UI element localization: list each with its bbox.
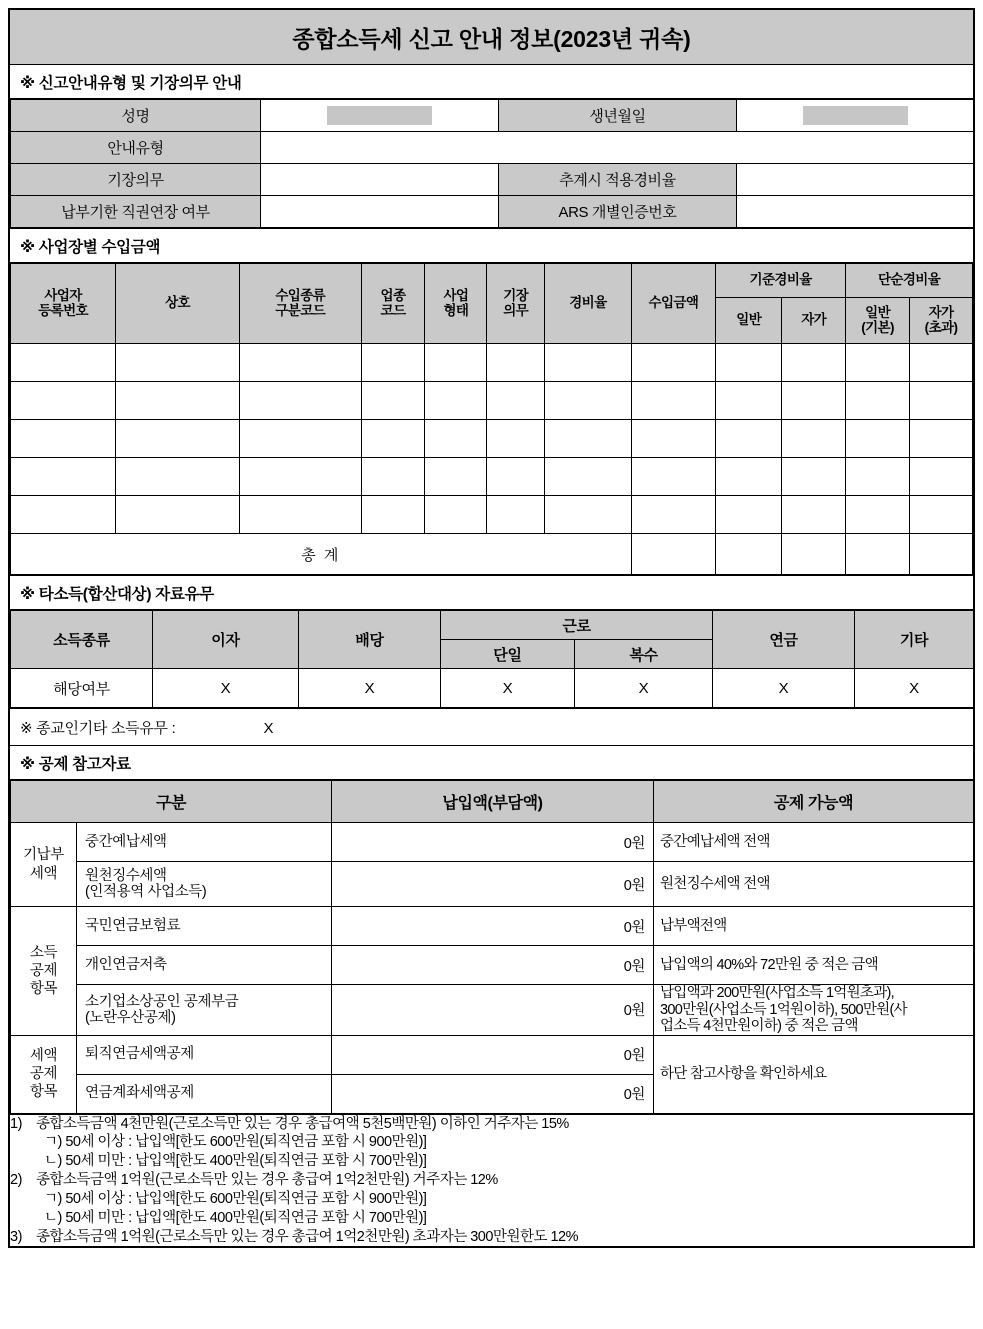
total-revenue-amount bbox=[631, 534, 716, 575]
total-simple-self bbox=[910, 534, 973, 575]
cell-std-self bbox=[782, 458, 846, 496]
footnote-item bbox=[10, 1115, 973, 1134]
col-division: 구분 bbox=[11, 781, 332, 823]
section-deduction-table-wrap bbox=[9, 780, 974, 1115]
birthdate-value bbox=[737, 100, 974, 132]
footnote-text: 종합소득금액 1억원(근로소득만 있는 경우 총급여 1억2천만원) 거주자는 12% bbox=[36, 1172, 498, 1189]
cell-trade-name bbox=[116, 382, 240, 420]
amount-retirement-pension-credit: 0원 bbox=[332, 1035, 654, 1074]
religion-income-value: X bbox=[263, 719, 274, 737]
col-labor-single: 단일 bbox=[441, 640, 575, 669]
cell-income-type-code bbox=[239, 344, 361, 382]
document-title: 종합소득세 신고 안내 정보(2023년 귀속) bbox=[9, 9, 974, 65]
note-national-pension: 납부액전액 bbox=[654, 907, 974, 946]
name-label: 성명 bbox=[11, 100, 261, 132]
col-biz-reg-no-line1: 사업자 bbox=[44, 287, 82, 303]
item-small-biz-mutual-aid-line1: 소기업소상공인 공제부금 bbox=[85, 993, 239, 1010]
cell-revenue-amount bbox=[631, 344, 716, 382]
section-guide-caption: ※ 신고안내유형 및 기장의무 안내 bbox=[9, 65, 974, 99]
group-tax-credit bbox=[11, 1035, 77, 1113]
cell-std-general bbox=[716, 458, 782, 496]
note-small-biz-line1: 납입액과 200만원(사업소득 1억원초과), bbox=[660, 985, 894, 1001]
total-std-general bbox=[716, 534, 782, 575]
value-interest: X bbox=[153, 669, 299, 708]
cell-income-type-code bbox=[239, 496, 361, 534]
cell-industry-code bbox=[361, 382, 425, 420]
footnote-number: 1) bbox=[10, 1115, 22, 1132]
col-biz-reg-no-line2: 등록번호 bbox=[38, 302, 88, 318]
bookkeeping-duty-label: 기장의무 bbox=[11, 164, 261, 196]
value-pension: X bbox=[713, 669, 855, 708]
col-etc: 기타 bbox=[855, 611, 974, 669]
section-business-caption: ※ 사업장별 수입금액 bbox=[9, 229, 974, 263]
total-std-self bbox=[782, 534, 846, 575]
col-simple-general-line2: (기본) bbox=[861, 319, 894, 335]
cell-simple-self bbox=[910, 344, 973, 382]
item-withholding-tax-line2: (인적용역 사업소득) bbox=[85, 884, 207, 900]
row-label-applicable: 해당여부 bbox=[11, 669, 153, 708]
item-retirement-pension-credit bbox=[77, 1035, 332, 1074]
group-prepaid-tax bbox=[11, 823, 77, 907]
cell-revenue-amount bbox=[631, 420, 716, 458]
deduction-reference-table bbox=[10, 780, 974, 1114]
note-interim-prepaid-tax: 중간예납세액 전액 bbox=[654, 823, 974, 862]
item-pension-account-credit-line1: 연금계좌세액공제 bbox=[85, 1085, 194, 1102]
footnote-subitem: ㄱ) 50세 이상 : 납입액[한도 600만원(퇴직연금 포함 시 900만원)] bbox=[44, 1134, 427, 1151]
amount-withholding-tax: 0원 bbox=[332, 862, 654, 907]
cell-income-type-code bbox=[239, 420, 361, 458]
group-prepaid-tax-line1: 기납부 bbox=[23, 847, 64, 864]
cell-trade-name bbox=[116, 458, 240, 496]
footnote-item bbox=[10, 1171, 973, 1190]
item-national-pension bbox=[77, 907, 332, 946]
cell-trade-name bbox=[116, 496, 240, 534]
total-label: 총 계 bbox=[11, 534, 632, 575]
religion-income-row bbox=[9, 709, 974, 746]
cell-simple-self bbox=[910, 458, 973, 496]
amount-national-pension: 0원 bbox=[332, 907, 654, 946]
item-pension-account-credit bbox=[77, 1074, 332, 1113]
item-withholding-tax-line1: 원천징수세액 bbox=[85, 867, 167, 884]
cell-simple-self bbox=[910, 382, 973, 420]
group-income-deduction bbox=[11, 907, 77, 1036]
cell-std-general bbox=[716, 496, 782, 534]
col-standard-expense-rate: 기준경비율 bbox=[716, 264, 846, 298]
col-income-type-code bbox=[239, 264, 361, 344]
cell-expense-rate bbox=[545, 458, 632, 496]
table-row bbox=[11, 862, 974, 907]
col-simple-self-line1: 자가 bbox=[928, 304, 954, 320]
table-row bbox=[11, 196, 974, 228]
cell-revenue-amount bbox=[631, 382, 716, 420]
group-tax-credit-line3: 항목 bbox=[29, 1084, 58, 1101]
table-row bbox=[11, 100, 974, 132]
footnote-subitem: ㄴ) 50세 미만 : 납입액[한도 400만원(퇴직연금 포함 시 700만원)] bbox=[44, 1153, 427, 1170]
col-revenue-amount: 수입금액 bbox=[631, 264, 716, 344]
cell-std-general bbox=[716, 420, 782, 458]
group-prepaid-tax-line2: 세액 bbox=[29, 865, 58, 882]
note-tax-credit-shared: 하단 참고사항을 확인하세요 bbox=[654, 1035, 974, 1113]
item-personal-pension-savings bbox=[77, 946, 332, 985]
group-tax-credit-line1: 세액 bbox=[29, 1047, 58, 1064]
cell-biz-form bbox=[425, 496, 487, 534]
table-row bbox=[11, 1035, 974, 1074]
footnote-number: 3) bbox=[10, 1228, 22, 1245]
col-industry-code-line2: 코드 bbox=[380, 302, 406, 318]
cell-expense-rate bbox=[545, 382, 632, 420]
cell-simple-general bbox=[846, 496, 910, 534]
col-biz-form-line1: 사업 bbox=[443, 287, 469, 303]
col-pension: 연금 bbox=[713, 611, 855, 669]
value-labor-single: X bbox=[441, 669, 575, 708]
table-total-row bbox=[11, 534, 973, 575]
footnote-item bbox=[10, 1228, 973, 1247]
redacted-name-box bbox=[327, 106, 432, 125]
section-business-table-wrap bbox=[9, 263, 974, 576]
item-small-biz-mutual-aid-line2: (노란우산공제) bbox=[85, 1009, 176, 1026]
cell-income-type-code bbox=[239, 458, 361, 496]
cell-std-self bbox=[782, 496, 846, 534]
col-trade-name: 상호 bbox=[116, 264, 240, 344]
cell-biz-form bbox=[425, 420, 487, 458]
cell-std-self bbox=[782, 382, 846, 420]
cell-expense-rate bbox=[545, 420, 632, 458]
col-interest: 이자 bbox=[153, 611, 299, 669]
section-other-income-table-wrap bbox=[9, 610, 974, 709]
section-other-income-caption: ※ 타소득(합산대상) 자료유무 bbox=[9, 576, 974, 610]
col-expense-rate: 경비율 bbox=[545, 264, 632, 344]
cell-simple-general bbox=[846, 382, 910, 420]
value-labor-multiple: X bbox=[575, 669, 713, 708]
cell-std-self bbox=[782, 344, 846, 382]
table-row bbox=[11, 907, 974, 946]
payment-extension-label: 납부기한 직권연장 여부 bbox=[11, 196, 261, 228]
col-simple-general bbox=[846, 298, 910, 344]
col-income-type-code-line2: 구분코드 bbox=[275, 302, 326, 318]
cell-biz-form bbox=[425, 344, 487, 382]
col-bookkeeping-duty-line1: 기장 bbox=[503, 287, 529, 303]
cell-biz-reg-no bbox=[11, 496, 116, 534]
note-withholding-tax: 원천징수세액 전액 bbox=[654, 862, 974, 907]
cell-revenue-amount bbox=[631, 496, 716, 534]
cell-simple-general bbox=[846, 420, 910, 458]
footnotes-block bbox=[9, 1114, 974, 1247]
total-simple-general bbox=[846, 534, 910, 575]
section-deduction-caption: ※ 공제 참고자료 bbox=[9, 746, 974, 780]
business-revenue-table bbox=[10, 263, 973, 575]
footnote-subitem: ㄱ) 50세 이상 : 납입액[한도 600만원(퇴직연금 포함 시 900만원)] bbox=[44, 1190, 427, 1207]
footnote-text: 종합소득금액 1억원(근로소득만 있는 경우 총급여 1억2천만원) 초과자는 300만원한도 12% bbox=[36, 1228, 579, 1245]
cell-biz-reg-no bbox=[11, 458, 116, 496]
col-simple-self bbox=[910, 298, 973, 344]
cell-industry-code bbox=[361, 344, 425, 382]
col-biz-reg-no bbox=[11, 264, 116, 344]
col-dividend: 배당 bbox=[299, 611, 441, 669]
col-simple-self-line2: (초과) bbox=[924, 319, 958, 335]
cell-bookkeeping bbox=[487, 344, 545, 382]
col-income-kind: 소득종류 bbox=[11, 611, 153, 669]
item-personal-pension-savings-line1: 개인연금저축 bbox=[85, 956, 167, 973]
table-row bbox=[11, 496, 973, 534]
cell-income-type-code bbox=[239, 382, 361, 420]
guide-info-table bbox=[10, 99, 974, 228]
col-std-self: 자가 bbox=[782, 298, 846, 344]
cell-simple-self bbox=[910, 420, 973, 458]
redacted-birthdate-box bbox=[803, 106, 908, 125]
col-simple-expense-rate: 단순경비율 bbox=[846, 264, 973, 298]
cell-biz-reg-no bbox=[11, 382, 116, 420]
cell-std-general bbox=[716, 344, 782, 382]
footnote-text: 종합소득금액 4천만원(근로소득만 있는 경우 총급여액 5천5백만원) 이하인 거주자는 15% bbox=[36, 1115, 569, 1132]
footnote-subitem: ㄴ) 50세 미만 : 납입액[한도 400만원(퇴직연금 포함 시 700만원)] bbox=[44, 1209, 427, 1226]
cell-trade-name bbox=[116, 420, 240, 458]
cell-biz-form bbox=[425, 458, 487, 496]
col-industry-code bbox=[361, 264, 425, 344]
table-row bbox=[11, 420, 973, 458]
col-biz-form-line2: 형태 bbox=[443, 302, 469, 318]
cell-bookkeeping bbox=[487, 496, 545, 534]
bookkeeping-duty-value bbox=[261, 164, 499, 196]
table-header-row bbox=[11, 264, 973, 298]
cell-bookkeeping bbox=[487, 382, 545, 420]
amount-small-biz-mutual-aid: 0원 bbox=[332, 985, 654, 1036]
table-row bbox=[11, 132, 974, 164]
document-frame bbox=[8, 8, 975, 1248]
other-income-table bbox=[10, 610, 974, 708]
name-value bbox=[261, 100, 499, 132]
cell-simple-general bbox=[846, 458, 910, 496]
amount-personal-pension-savings: 0원 bbox=[332, 946, 654, 985]
table-row bbox=[11, 946, 974, 985]
footnote-number: 2) bbox=[10, 1172, 22, 1189]
col-paid-amount: 납입액(부담액) bbox=[332, 781, 654, 823]
guide-type-value bbox=[261, 132, 974, 164]
cell-biz-reg-no bbox=[11, 420, 116, 458]
guide-type-label: 안내유형 bbox=[11, 132, 261, 164]
section-guide-table-wrap bbox=[9, 99, 974, 229]
cell-revenue-amount bbox=[631, 458, 716, 496]
ars-code-label: ARS 개별인증번호 bbox=[499, 196, 737, 228]
col-deductible-amount: 공제 가능액 bbox=[654, 781, 974, 823]
note-small-biz-line2: 300만원(사업소득 1억원이하), 500만원(사 bbox=[660, 1001, 907, 1018]
cell-industry-code bbox=[361, 420, 425, 458]
col-income-type-code-line1: 수입종류 bbox=[275, 287, 326, 303]
cell-expense-rate bbox=[545, 496, 632, 534]
item-withholding-tax bbox=[77, 862, 332, 907]
value-dividend: X bbox=[299, 669, 441, 708]
cell-industry-code bbox=[361, 458, 425, 496]
item-interim-prepaid-tax-line1: 중간예납세액 bbox=[85, 833, 167, 850]
estimate-expense-rate-value bbox=[737, 164, 974, 196]
cell-bookkeeping bbox=[487, 420, 545, 458]
cell-bookkeeping bbox=[487, 458, 545, 496]
col-std-general: 일반 bbox=[716, 298, 782, 344]
value-etc: X bbox=[855, 669, 974, 708]
birthdate-label: 생년월일 bbox=[499, 100, 737, 132]
col-labor-multiple: 복수 bbox=[575, 640, 713, 669]
col-labor: 근로 bbox=[441, 611, 713, 640]
note-small-biz-mutual-aid bbox=[654, 985, 974, 1036]
table-row bbox=[11, 458, 973, 496]
table-header-row bbox=[11, 781, 974, 823]
group-income-deduction-line3: 항목 bbox=[29, 980, 58, 997]
table-row bbox=[11, 669, 974, 708]
table-row bbox=[11, 344, 973, 382]
col-bookkeeping-duty bbox=[487, 264, 545, 344]
col-industry-code-line1: 업종 bbox=[380, 287, 406, 303]
cell-std-general bbox=[716, 382, 782, 420]
amount-pension-account-credit: 0원 bbox=[332, 1074, 654, 1113]
cell-trade-name bbox=[116, 344, 240, 382]
cell-biz-form bbox=[425, 382, 487, 420]
religion-income-label: ※ 종교인기타 소득유무 : bbox=[20, 719, 176, 737]
col-biz-form bbox=[425, 264, 487, 344]
cell-biz-reg-no bbox=[11, 344, 116, 382]
item-interim-prepaid-tax bbox=[77, 823, 332, 862]
cell-industry-code bbox=[361, 496, 425, 534]
ars-code-value bbox=[737, 196, 974, 228]
table-header-row bbox=[11, 611, 974, 640]
group-income-deduction-line2: 공제 bbox=[29, 962, 58, 979]
cell-expense-rate bbox=[545, 344, 632, 382]
table-row bbox=[11, 985, 974, 1036]
col-bookkeeping-duty-line2: 의무 bbox=[503, 302, 529, 318]
note-personal-pension-savings: 납입액의 40%와 72만원 중 적은 금액 bbox=[654, 946, 974, 985]
item-national-pension-line1: 국민연금보험료 bbox=[85, 917, 181, 934]
cell-simple-self bbox=[910, 496, 973, 534]
cell-simple-general bbox=[846, 344, 910, 382]
group-income-deduction-line1: 소득 bbox=[29, 944, 58, 961]
amount-interim-prepaid-tax: 0원 bbox=[332, 823, 654, 862]
note-small-biz-line3: 업소득 4천만원이하) 중 적은 금액 bbox=[660, 1018, 858, 1035]
table-row bbox=[11, 823, 974, 862]
estimate-expense-rate-label: 추계시 적용경비율 bbox=[499, 164, 737, 196]
payment-extension-value bbox=[261, 196, 499, 228]
table-row bbox=[11, 382, 973, 420]
table-row bbox=[11, 164, 974, 196]
cell-std-self bbox=[782, 420, 846, 458]
col-simple-general-line1: 일반 bbox=[865, 304, 891, 320]
item-small-biz-mutual-aid bbox=[77, 985, 332, 1036]
item-retirement-pension-credit-line1: 퇴직연금세액공제 bbox=[85, 1046, 194, 1063]
group-tax-credit-line2: 공제 bbox=[29, 1065, 58, 1082]
